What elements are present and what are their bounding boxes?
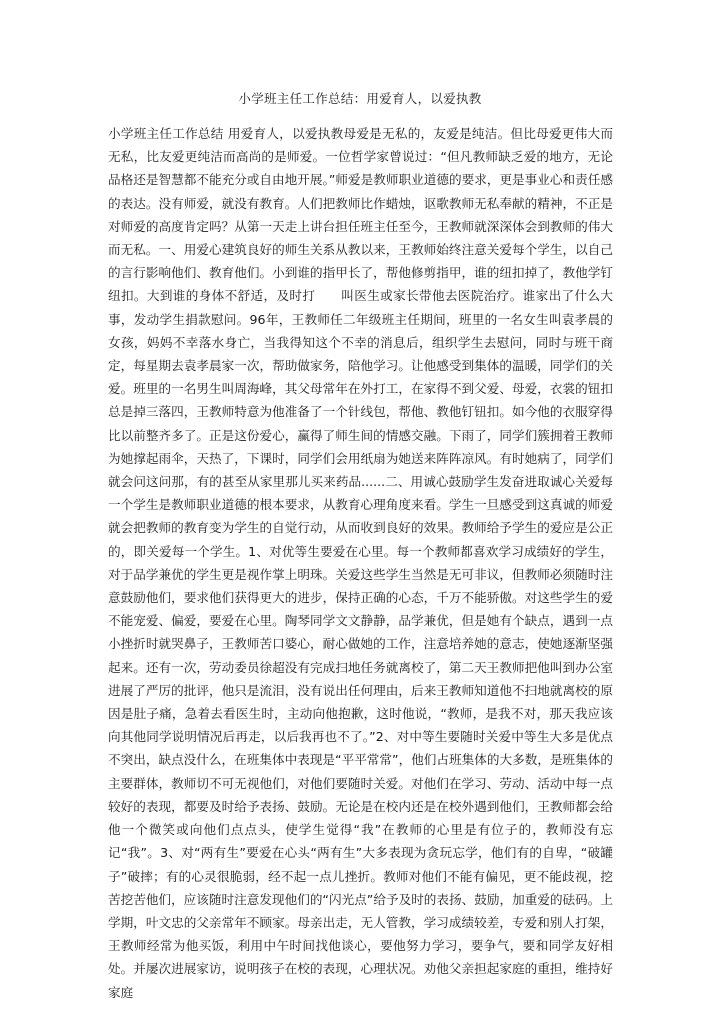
document-title: 小学班主任工作总结：用爱育人，以爱执教 — [238, 91, 482, 106]
document-body-text: 小学班主任工作总结 用爱育人，以爱执教母爱是无私的，友爱是纯洁。但比母爱更伟大而无私，比友爱更纯洁而高尚的是师爱。一位哲学家曾说过：“但凡教师缺乏爱的地方，无论品格还是智慧都不能充分或自由地开展。”师爱是教师职业道德的要求，更是事业心和责任感的表达。没有师爱，就没有教育。人们把教师比作蜡烛，讴歌教师无私奉献的精神，不正是对师爱的高度肯定吗？从第一天走上讲台担任班主任至今，王教师就深深体会到教师的伟大而无私。一、用爱心建筑良好的师生关系从教以来，王教师始终注意关爱每个学生，以自己的言行影响他们、教育他们。小到谁的指甲长了，帮他修剪指甲，谁的纽扣掉了，教他学钉纽扣。大到谁的身体不舒适，及时打 叫医生或家长带他去医院治疗。谁家出了什么大事，发动学生捐款慰问。96年，王教师任二年级班主任期间，班里的一名女生叫袁孝晨的女孩，妈妈不幸落水身亡，当我得知这个不幸的消息后，组织学生去慰问，同时与班干商定，每星期去袁孝晨家一次，帮助做家务，陪他学习。让他感受到集体的温暖，同学们的关爱。班里的一名男生叫周海峰，其父母常年在外打工，在家得不到父爱、母爱，衣裳的钮扣总是掉三落四，王教师特意为他准备了一个针线包，帮他、教他钉钮扣。如今他的衣服穿得比以前整齐多了。正是这份爱心，赢得了师生间的情感交融。下雨了，同学们簇拥着王教师为她撑起雨伞，天热了，下课时，同学们会用纸扇为她送来阵阵凉风。有时她病了，同学们就会问这问那，有的甚至从家里那儿买来药品......二、用诚心鼓励学生发奋进取诚心关爱每一个学生是教师职业道德的根本要求，从教育心理角度来看。学生一旦感受到这真诚的师爱就会把教师的教育变为学生的自觉行动，从而收到良好的效果。教师给予学生的爱应是公正的，即关爱每一个学生。1、对优等生要爱在心里。每一个教师都喜欢学习成绩好的学生，对于品学兼优的学生更是视作掌上明珠。关爱这些学生当然是无可非议，但教师必须随时注意鼓励他们，要求他们获得更大的进步，保持正确的心态，千万不能骄傲。对这些学生的爱不能宠爱、偏爱，要爱在心里。陶琴同学文文静静，品学兼优，但是她有个缺点，遇到一点小挫折时就哭鼻子，王教师苦口婆心，耐心做她的工作，注意培养她的意志，使她逐渐坚强起来。还有一次，劳动委员徐超没有完成扫地任务就离校了，第二天王教师把他叫到办公室进展了严厉的批评，他只是流泪，没有说出任何理由，后来王教师知道他不扫地就离校的原因是肚子痛，急着去看医生时，主动向他抱歉，这时他说，“教师，是我不对，那天我应该向其他同学说明情况后再走，以后我再也不了。”2、对中等生要随时关爱中等生大多是优点不突出，缺点没什么，在班集体中表现是“平平常常”，他们占班集体的大多数，是班集体的主要群体，教师切不可无视他们，对他们要随时关爱。对他们在学习、劳动、活动中每一点较好的表现，都要及时给予表扬、鼓励。无论是在校内还是在校外遇到他们，王教师都会给他一个微笑或向他们点点头，使学生觉得“我”在教师的心里是有位子的，教师没有忘记“我”。3、对“两有生”要爱在心头“两有生”大多表现为贪玩忘学，他们有的自卑，“破罐子”破摔；有的心灵很脆弱，经不起一点儿挫折。教师对他们不能有偏见，更不能歧视，挖苦挖苦他们，应该随时注意发现他们的“闪光点”给予及时的表扬、鼓励，加重爱的砝码。上学期，叶文忠的父亲常年不顾家。母亲出走，无人管教，学习成绩较差，专爱和别人打架，王教师经常为他买饭，利用中午时间找他谈心，要他努力学习，要争气，要和同学友好相处。并屡次进展家访，说明孩子在校的表现，心理状况。劝他父亲担起家庭的重担，维持好家庭 — [108, 126, 613, 1000]
